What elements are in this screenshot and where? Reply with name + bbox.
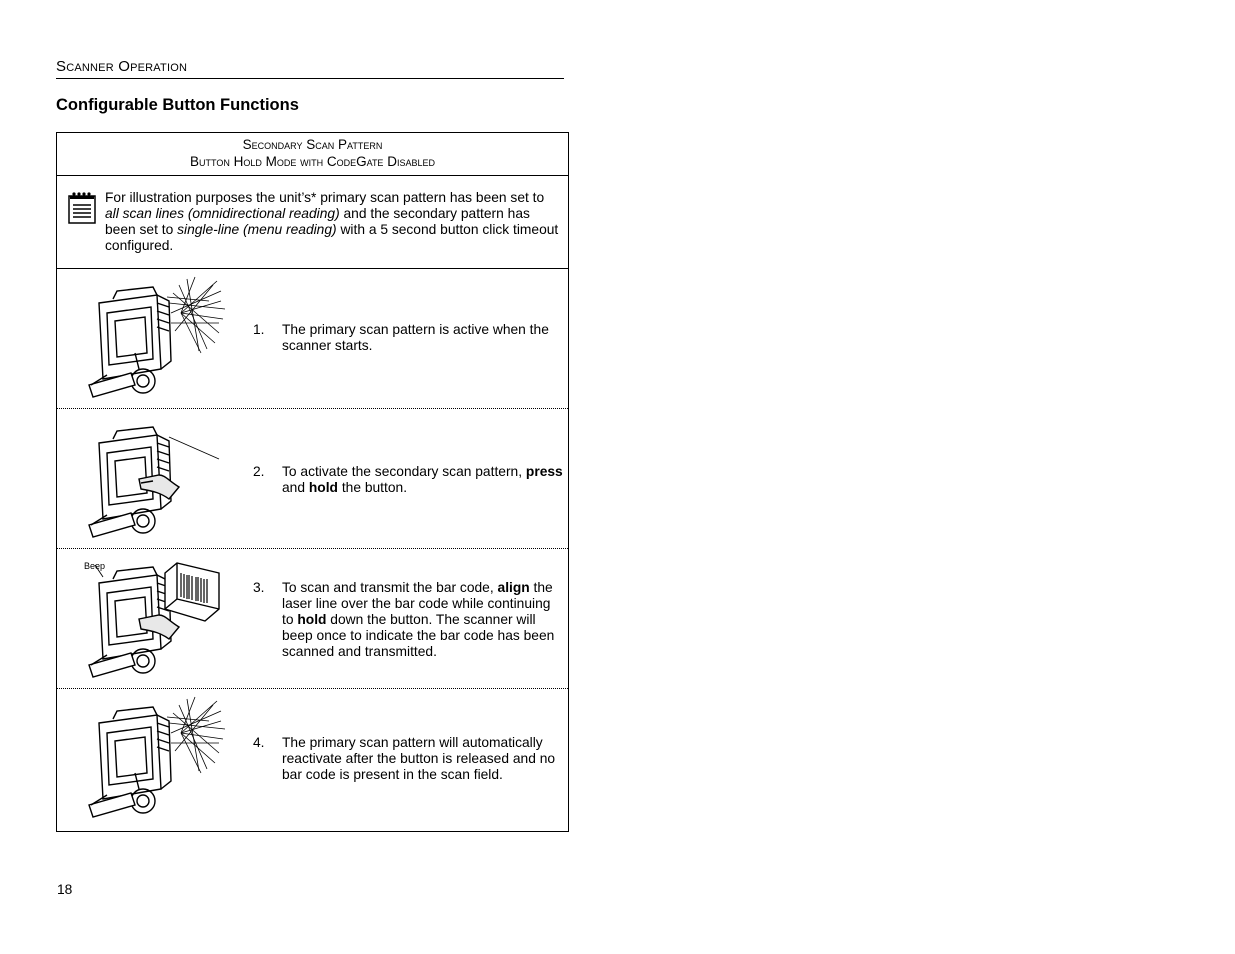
page-header: Scanner Operation (56, 58, 564, 79)
table-title-line2: Button Hold Mode with CodeGate Disabled (190, 154, 435, 169)
page-number: 18 (57, 882, 73, 897)
step-row-1 (57, 269, 568, 409)
step-2-text-part: the button. (337, 480, 408, 495)
step-number-3: 3. (253, 580, 265, 595)
scanner-press-button-illustration (69, 413, 231, 545)
step-number-1: 1. (253, 322, 265, 337)
note-text-part: and the secondary pattern has been set to (105, 206, 530, 237)
beep-label: Beep (84, 561, 106, 571)
note-row (57, 176, 568, 269)
note-text-part: For illustration purposes the unit’s* primary scan pattern has been set to (105, 190, 545, 205)
table-title-line1: Secondary Scan Pattern (242, 137, 383, 152)
step-3-text-part: To scan and transmit the bar code, (282, 580, 498, 595)
note-italic-single-line: single-line (menu reading) (177, 222, 337, 237)
step-2-bold-hold: hold (308, 480, 338, 495)
scanner-omnidirectional-illustration (69, 273, 231, 405)
step-text-4: The primary scan pattern will automatically reactivate after the button is released and no bar code is present in the scan field. (282, 735, 556, 782)
step-2-bold-press: press (525, 464, 563, 479)
section-title: Configurable Button Functions (56, 96, 299, 114)
step-number-4: 4. (253, 735, 265, 750)
step-2-text-part: and (282, 480, 309, 495)
note-icon (67, 191, 97, 225)
step-2-text-part: To activate the secondary scan pattern, (282, 464, 526, 479)
step-text-3 (282, 580, 564, 660)
step-row-3 (57, 549, 568, 689)
step-text-2 (282, 464, 564, 496)
step-number-2: 2. (253, 464, 265, 479)
instruction-table (56, 132, 569, 832)
step-3-bold-align: align (497, 580, 530, 595)
step-row-4 (57, 689, 568, 830)
step-3-text-part: down the button. The scanner will beep once to indicate the bar code has been scanned and transmitted. (282, 612, 555, 659)
scanner-omnidirectional-illustration (69, 693, 231, 825)
table-title (57, 133, 568, 176)
note-italic-all-scan-lines: all scan lines (omnidirectional reading) (105, 206, 340, 221)
step-3-text-part: the laser line over the bar code while continuing to (282, 580, 553, 627)
step-3-bold-hold: hold (297, 612, 327, 627)
scanner-barcode-illustration (69, 553, 231, 685)
note-text-part: with a 5 second button click timeout configured. (105, 222, 559, 253)
step-text-1: The primary scan pattern is active when the scanner starts. (282, 322, 549, 353)
step-row-2 (57, 409, 568, 549)
note-text (105, 190, 560, 254)
